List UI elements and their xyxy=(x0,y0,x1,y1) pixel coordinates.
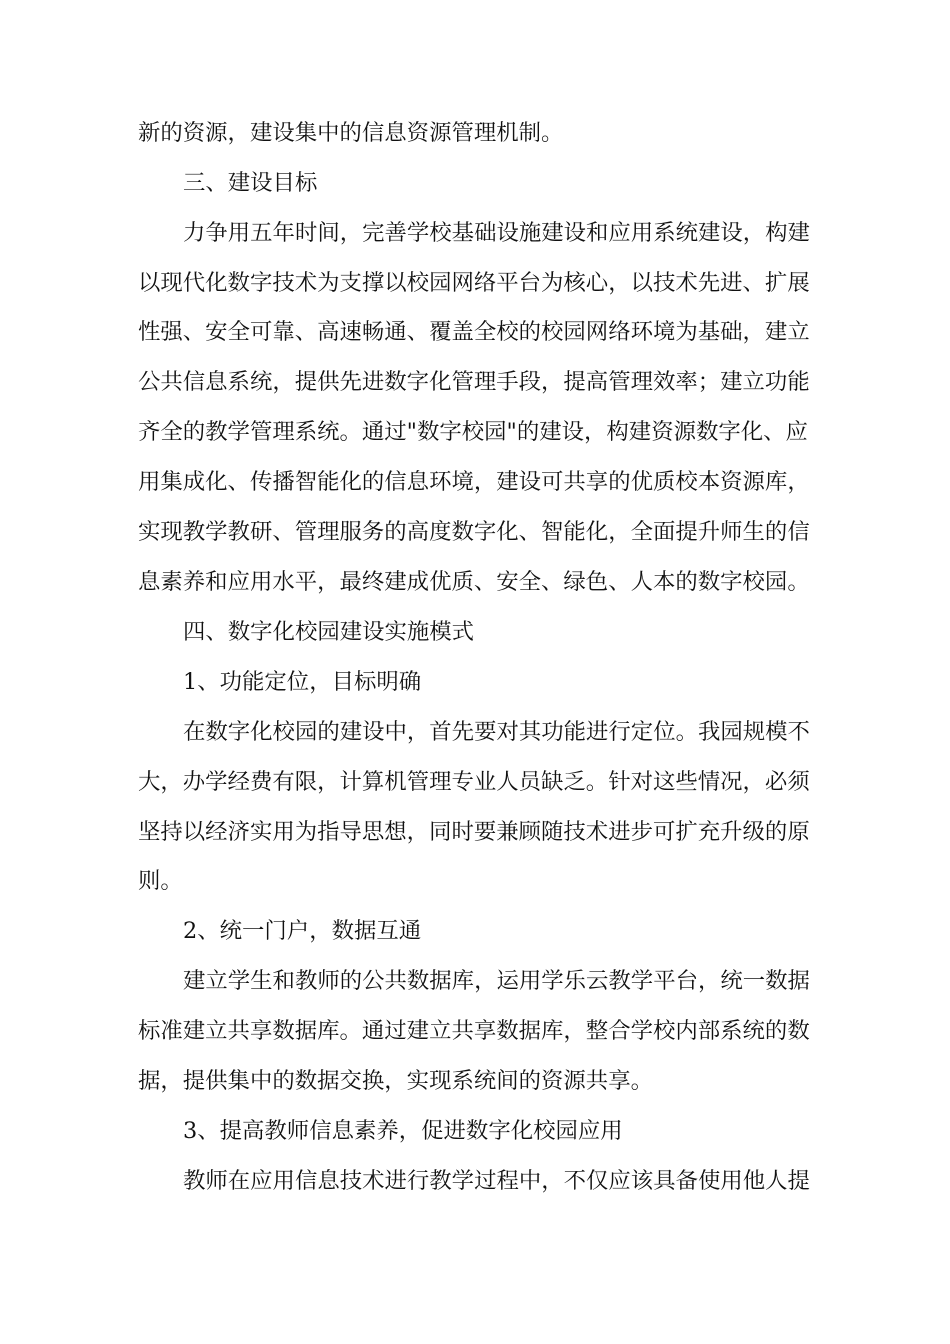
text-line: 在数字化校园的建设中，首先要对其功能进行定位。我园规模不 xyxy=(183,719,810,745)
text-line: 大，办学经费有限，计算机管理专业人员缺乏。针对这些情况，必须 xyxy=(138,769,810,795)
text-line: 以现代化数字技术为支撑以校园网络平台为核心，以技术先进、扩展 xyxy=(138,270,810,296)
text-line: 教师在应用信息技术进行教学过程中，不仅应该具备使用他人提 xyxy=(183,1168,810,1194)
text-line: 建立学生和教师的公共数据库，运用学乐云教学平台，统一数据 xyxy=(183,968,810,994)
text-line: 性强、安全可靠、高速畅通、覆盖全校的校园网络环境为基础，建立 xyxy=(138,319,810,345)
subsection-heading: 1、功能定位，目标明确 xyxy=(183,669,422,695)
text-line: 则。 xyxy=(138,868,183,894)
text-line: 齐全的教学管理系统。通过"数字校园"的建设，构建资源数字化、应 xyxy=(138,419,808,445)
subsection-heading: 3、提高教师信息素养，促进数字化校园应用 xyxy=(183,1118,623,1144)
text-line: 新的资源，建设集中的信息资源管理机制。 xyxy=(138,120,564,146)
text-line: 力争用五年时间，完善学校基础设施建设和应用系统建设，构建 xyxy=(183,220,810,246)
section-heading: 四、数字化校园建设实施模式 xyxy=(183,619,475,645)
text-line: 标准建立共享数据库。通过建立共享数据库，整合学校内部系统的数 xyxy=(138,1018,810,1044)
text-line: 用集成化、传播智能化的信息环境，建设可共享的优质校本资源库， xyxy=(138,469,810,495)
subsection-heading: 2、统一门户，数据互通 xyxy=(183,918,422,944)
text-line: 息素养和应用水平，最终建成优质、安全、绿色、人本的数字校园。 xyxy=(138,569,810,595)
text-line: 据，提供集中的数据交换，实现系统间的资源共享。 xyxy=(138,1068,653,1094)
section-heading: 三、建设目标 xyxy=(183,170,318,196)
text-line: 公共信息系统，提供先进数字化管理手段，提高管理效率；建立功能 xyxy=(138,369,810,395)
text-line: 实现教学教研、管理服务的高度数字化、智能化，全面提升师生的信 xyxy=(138,519,810,545)
text-line: 坚持以经济实用为指导思想，同时要兼顾随技术进步可扩充升级的原 xyxy=(138,819,810,845)
